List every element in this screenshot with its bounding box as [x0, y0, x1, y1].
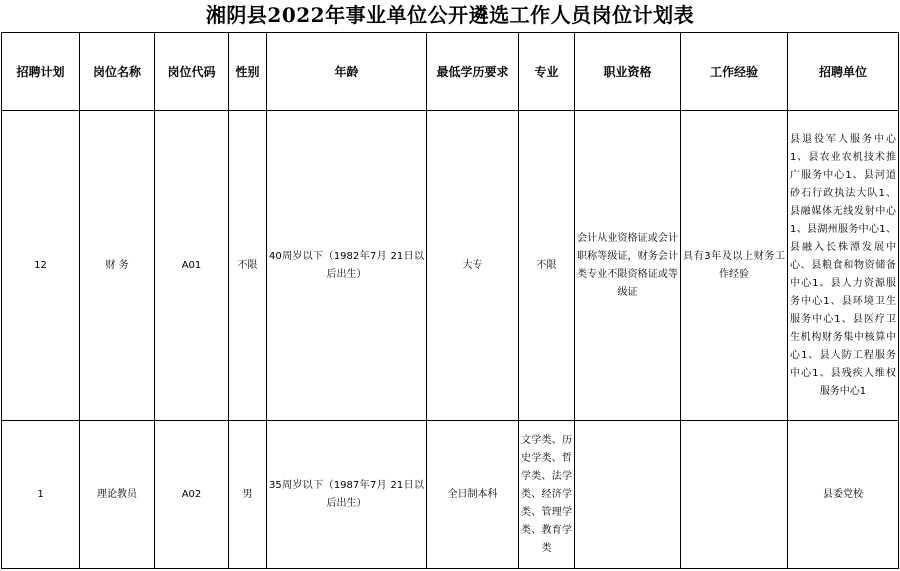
position-plan-table	[1, 32, 899, 569]
cell-gender: 不限	[229, 111, 267, 421]
cell-plan: 1	[2, 421, 80, 569]
header-experience: 工作经验	[681, 33, 788, 111]
header-plan: 招聘计划	[2, 33, 80, 111]
cell-education: 全日制本科	[427, 421, 519, 569]
cell-qualification: 会计从业资格证或会计职称等级证，财务会计类专业不限资格证或等级证	[575, 111, 681, 421]
cell-age: 40周岁以下（1982年7月 21日以后出生）	[267, 111, 427, 421]
cell-experience	[681, 421, 788, 569]
cell-major: 文学类、历史学类、哲学类、法学类、经济学类、管理学类、教育学类	[519, 421, 575, 569]
table-row	[2, 111, 899, 421]
cell-age: 35周岁以下（1987年7月 21日以后出生）	[267, 421, 427, 569]
page-title: 湘阴县2022年事业单位公开遴选工作人员岗位计划表	[205, 3, 695, 27]
table-header-row	[2, 33, 899, 111]
header-position: 岗位名称	[80, 33, 155, 111]
cell-major: 不限	[519, 111, 575, 421]
header-education: 最低学历要求	[427, 33, 519, 111]
cell-units: 县委党校	[788, 421, 899, 569]
cell-code: A02	[155, 421, 229, 569]
cell-education: 大专	[427, 111, 519, 421]
cell-code: A01	[155, 111, 229, 421]
cell-units: 县退役军人服务中心1、县农业农机技术推广服务中心1、县河道砂石行政执法大队1、县融媒体无线发射中心1、县湖州服务中心1、县融入长株潭发展中心、县粮食和物资储备中心1、县人力资源服务中心1、县环境卫生服务中心1、县医疗卫生机构财务集中核算中心1、县人防工程服务中心1、县残疾人维权服务中心1	[788, 111, 899, 421]
cell-experience: 具有3年及以上财务工作经验	[681, 111, 788, 421]
cell-plan: 12	[2, 111, 80, 421]
cell-gender: 男	[229, 421, 267, 569]
cell-position: 财 务	[80, 111, 155, 421]
header-age: 年龄	[267, 33, 427, 111]
header-gender: 性别	[229, 33, 267, 111]
table-row	[2, 421, 899, 569]
header-major: 专业	[519, 33, 575, 111]
cell-position: 理论教员	[80, 421, 155, 569]
header-code: 岗位代码	[155, 33, 229, 111]
header-units: 招聘单位	[788, 33, 899, 111]
cell-qualification	[575, 421, 681, 569]
header-qualification: 职业资格	[575, 33, 681, 111]
